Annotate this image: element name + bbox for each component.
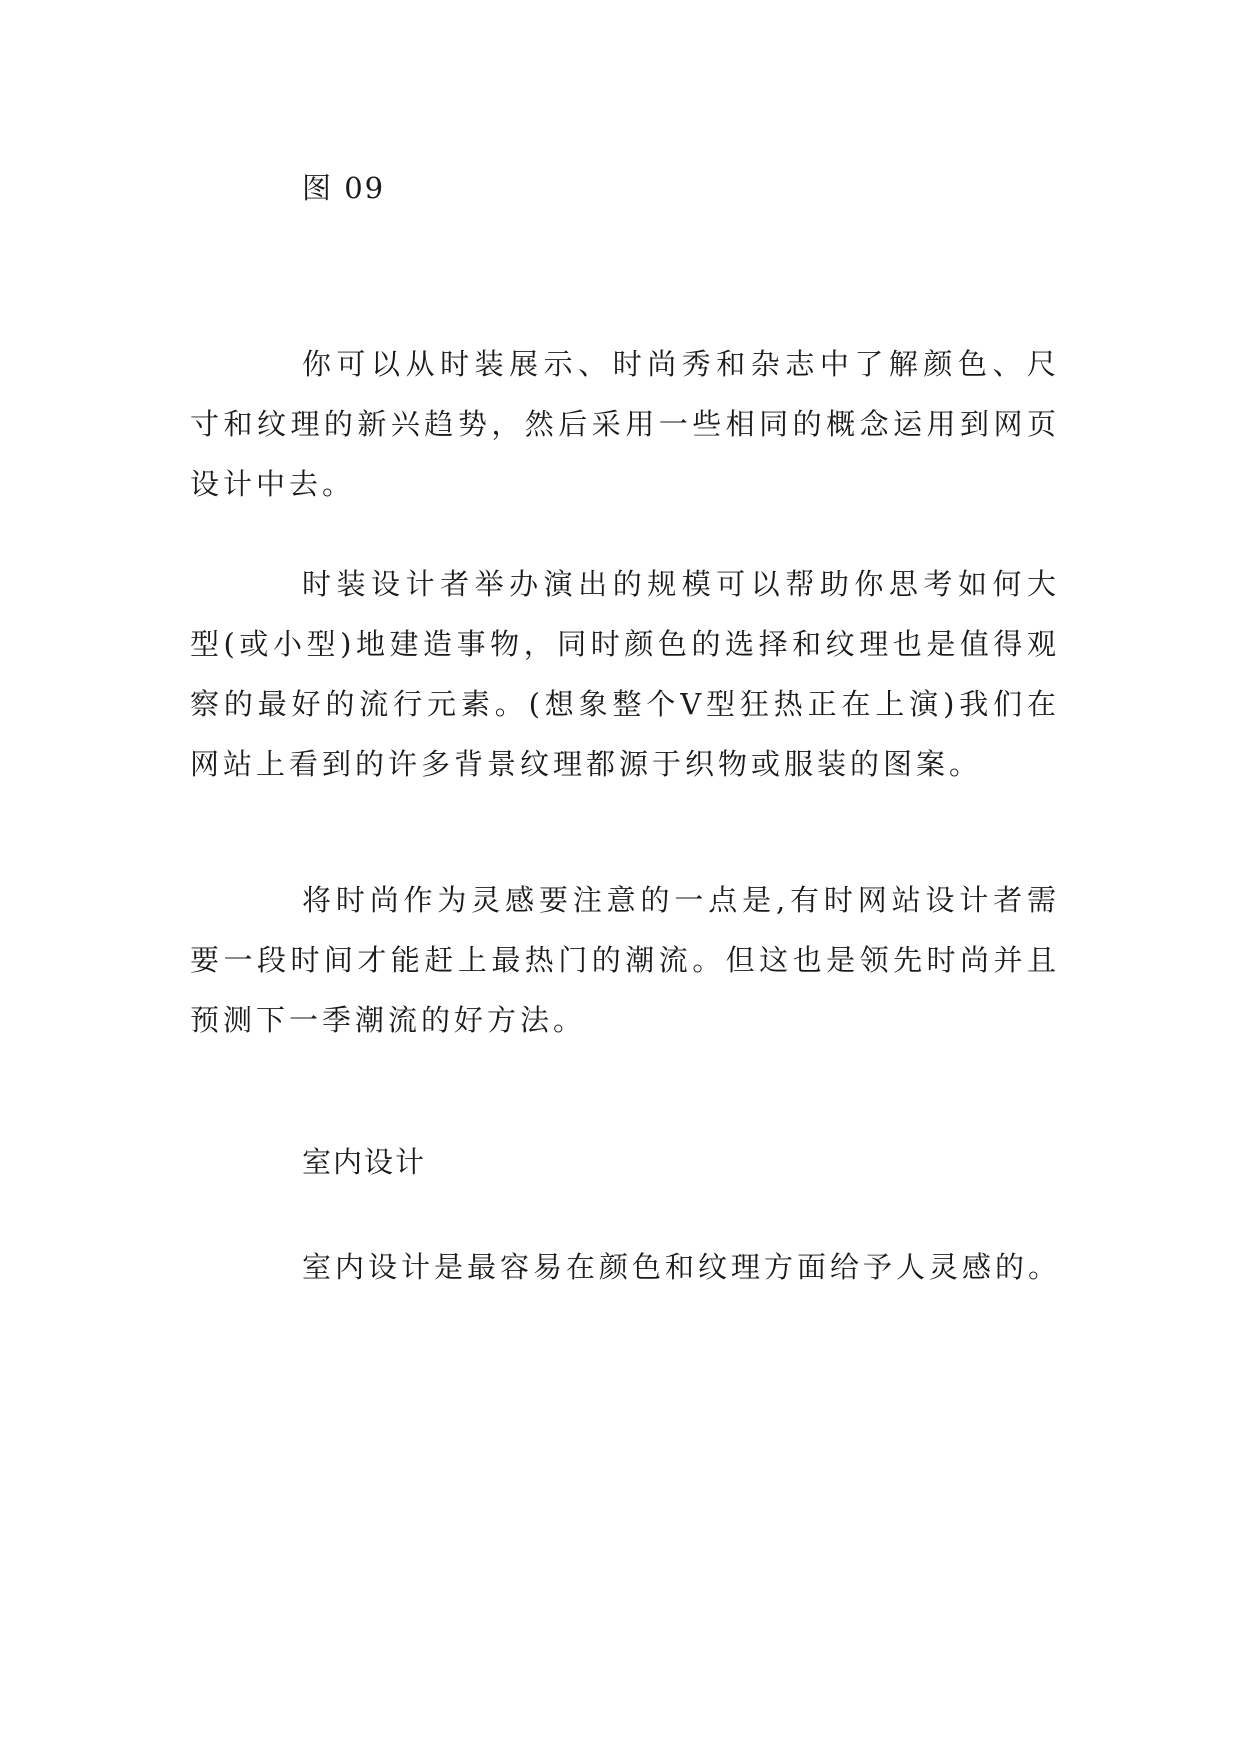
paragraph-1 — [190, 334, 1060, 514]
paragraph-text: 你可以从时装展示、时尚秀和杂志中了解颜色、尺寸和纹理的新兴趋势，然后采用一些相同的概念运用到网页设计中去。 — [190, 347, 1060, 501]
section-heading: 室内设计 — [302, 1145, 427, 1179]
paragraph-3 — [190, 870, 1060, 1050]
paragraph-text: 将时尚作为灵感要注意的一点是,有时网站设计者需要一段时间才能赶上最热门的潮流。但这也是领先时尚并且预测下一季潮流的好方法。 — [190, 883, 1060, 1037]
paragraph-2 — [190, 554, 1060, 794]
figure-caption: 图 09 — [302, 171, 386, 205]
section-intro: 室内设计是最容易在颜色和纹理方面给予人灵感的。 — [302, 1250, 1062, 1284]
paragraph-text: 时装设计者举办演出的规模可以帮助你思考如何大型(或小型)地建造事物，同时颜色的选择和纹理也是值得观察的最好的流行元素。(想象整个V型狂热正在上演)我们在网站上看到的许多背景纹理都源于织物或服装的图案。 — [190, 567, 1060, 781]
